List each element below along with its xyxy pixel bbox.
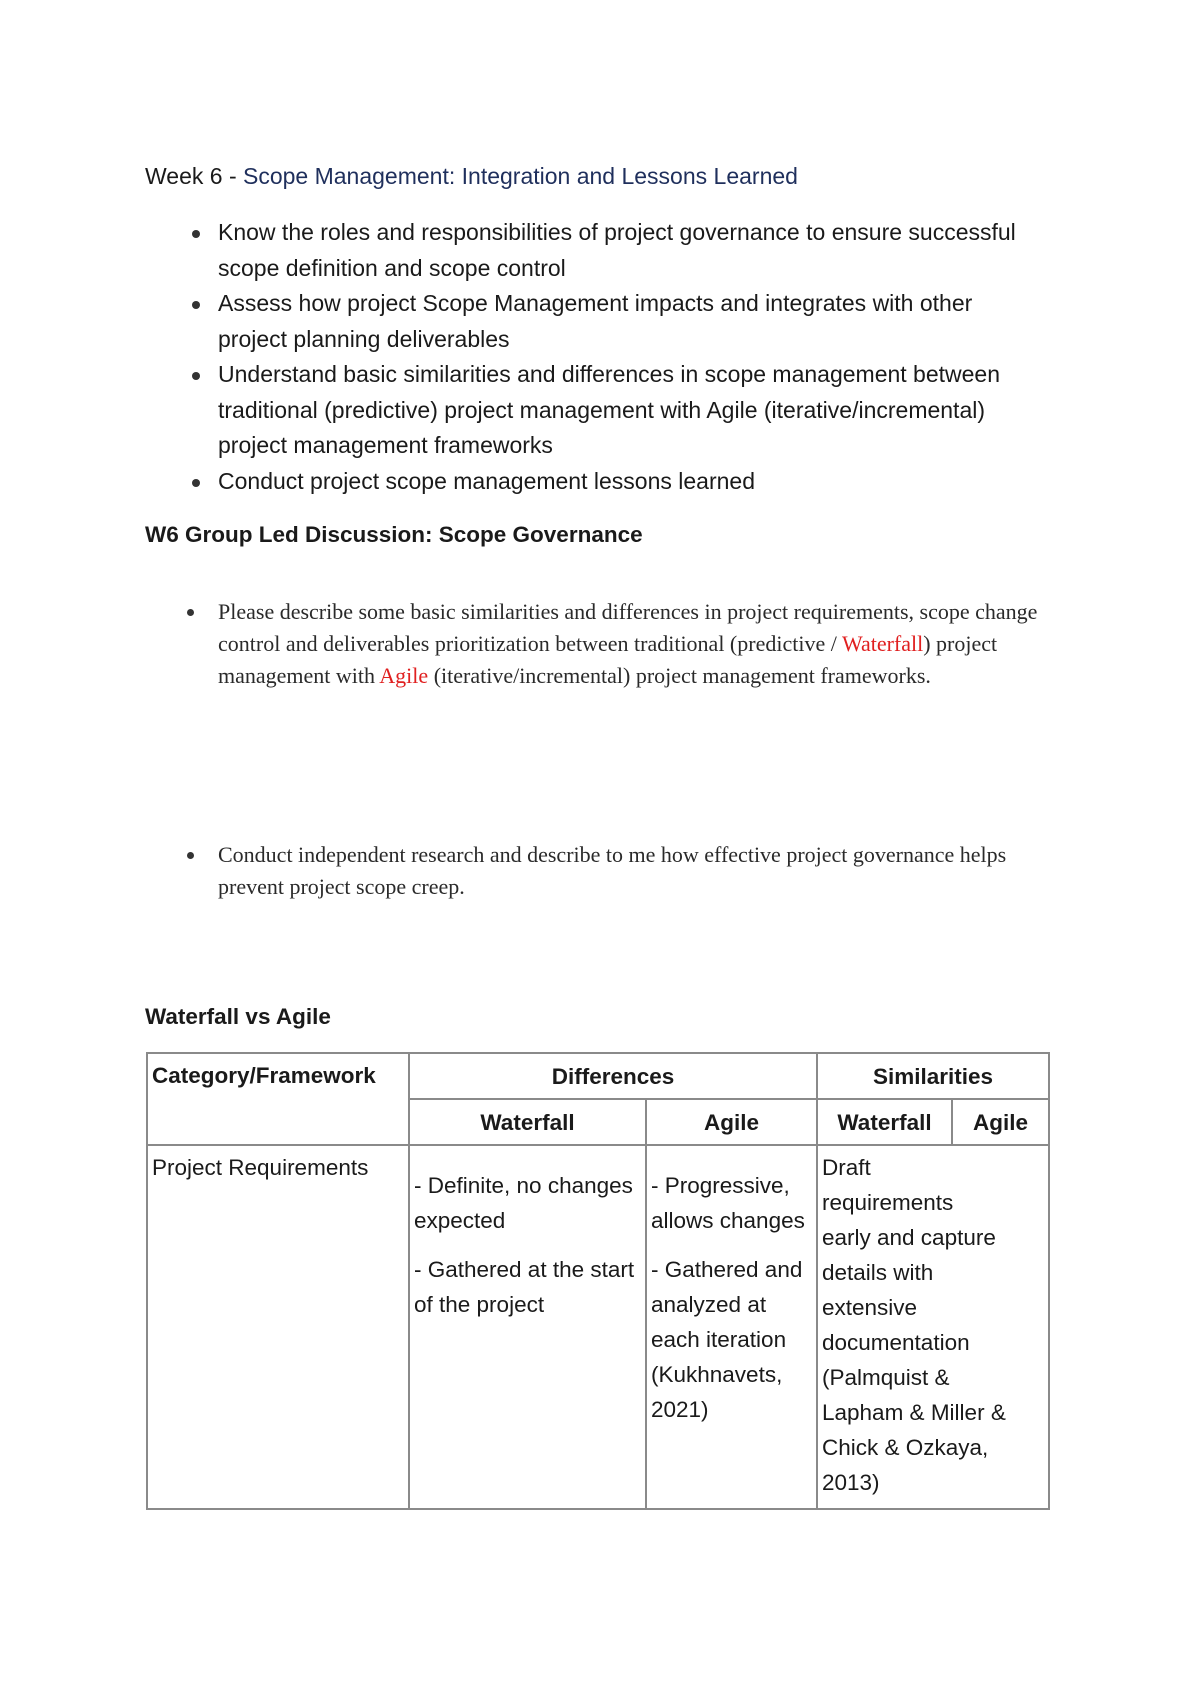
cell-category: Project Requirements	[147, 1145, 409, 1509]
question-1-text-a: Please describe some basic similarities and differences in project requirements, scope change control and deliverables prioritization between traditional (predictive /	[218, 599, 1038, 656]
question-1-text-c: (iterative/incremental) project management frameworks.	[428, 663, 931, 688]
discussion-heading: W6 Group Led Discussion: Scope Governance	[145, 522, 643, 547]
header-similarities: Similarities	[817, 1053, 1049, 1099]
table-header-row	[147, 1053, 1049, 1099]
agile-highlight: Agile	[379, 663, 429, 688]
waterfall-highlight: Waterfall	[841, 631, 924, 656]
comparison-table	[146, 1052, 1050, 1510]
objective-item: Assess how project Scope Management impacts and integrates with other project planning deliverables	[218, 286, 1018, 357]
objective-item: Understand basic similarities and differences in scope management between traditional (predictive) project management with Agile (iterative/incremental) project management frameworks	[218, 357, 1018, 464]
diff-agile-point: - Gathered and analyzed at each iteration (Kukhnavets, 2021)	[651, 1257, 803, 1422]
subheader-diff-agile: Agile	[646, 1099, 817, 1145]
subheader-sim-waterfall: Waterfall	[817, 1099, 952, 1145]
week-title: Scope Management: Integration and Lessons Learned	[243, 163, 798, 189]
comparison-heading: Waterfall vs Agile	[145, 1004, 331, 1029]
header-differences: Differences	[409, 1053, 817, 1099]
diff-waterfall-point: - Definite, no changes expected	[414, 1173, 633, 1233]
objective-item: Conduct project scope management lessons learned	[218, 464, 1018, 500]
subheader-sim-agile: Agile	[952, 1099, 1049, 1145]
cell-similarities: Draft requirements early and capture details with extensive documentation (Palmquist & Lapham & Miller & Chick & Ozkaya, 2013)	[817, 1145, 1049, 1509]
discussion-question-1	[218, 596, 1068, 692]
cell-diff-waterfall	[409, 1145, 646, 1509]
week-heading	[145, 163, 798, 190]
header-category: Category/Framework	[147, 1053, 409, 1145]
table-row	[147, 1145, 1049, 1509]
cell-diff-agile	[646, 1145, 817, 1509]
subheader-diff-waterfall: Waterfall	[409, 1099, 646, 1145]
question-1-text-b: ) project management with	[218, 631, 998, 688]
diff-waterfall-point: - Gathered at the start of the project	[414, 1257, 635, 1317]
discussion-question-2: Conduct independent research and describe to me how effective project governance helps prevent project scope creep.	[218, 839, 1068, 903]
learning-objectives-list	[218, 215, 1018, 499]
objective-item: Know the roles and responsibilities of project governance to ensure successful scope definition and scope control	[218, 215, 1018, 286]
week-prefix: Week 6 -	[145, 163, 243, 189]
diff-agile-point: - Progressive, allows changes	[651, 1173, 805, 1233]
